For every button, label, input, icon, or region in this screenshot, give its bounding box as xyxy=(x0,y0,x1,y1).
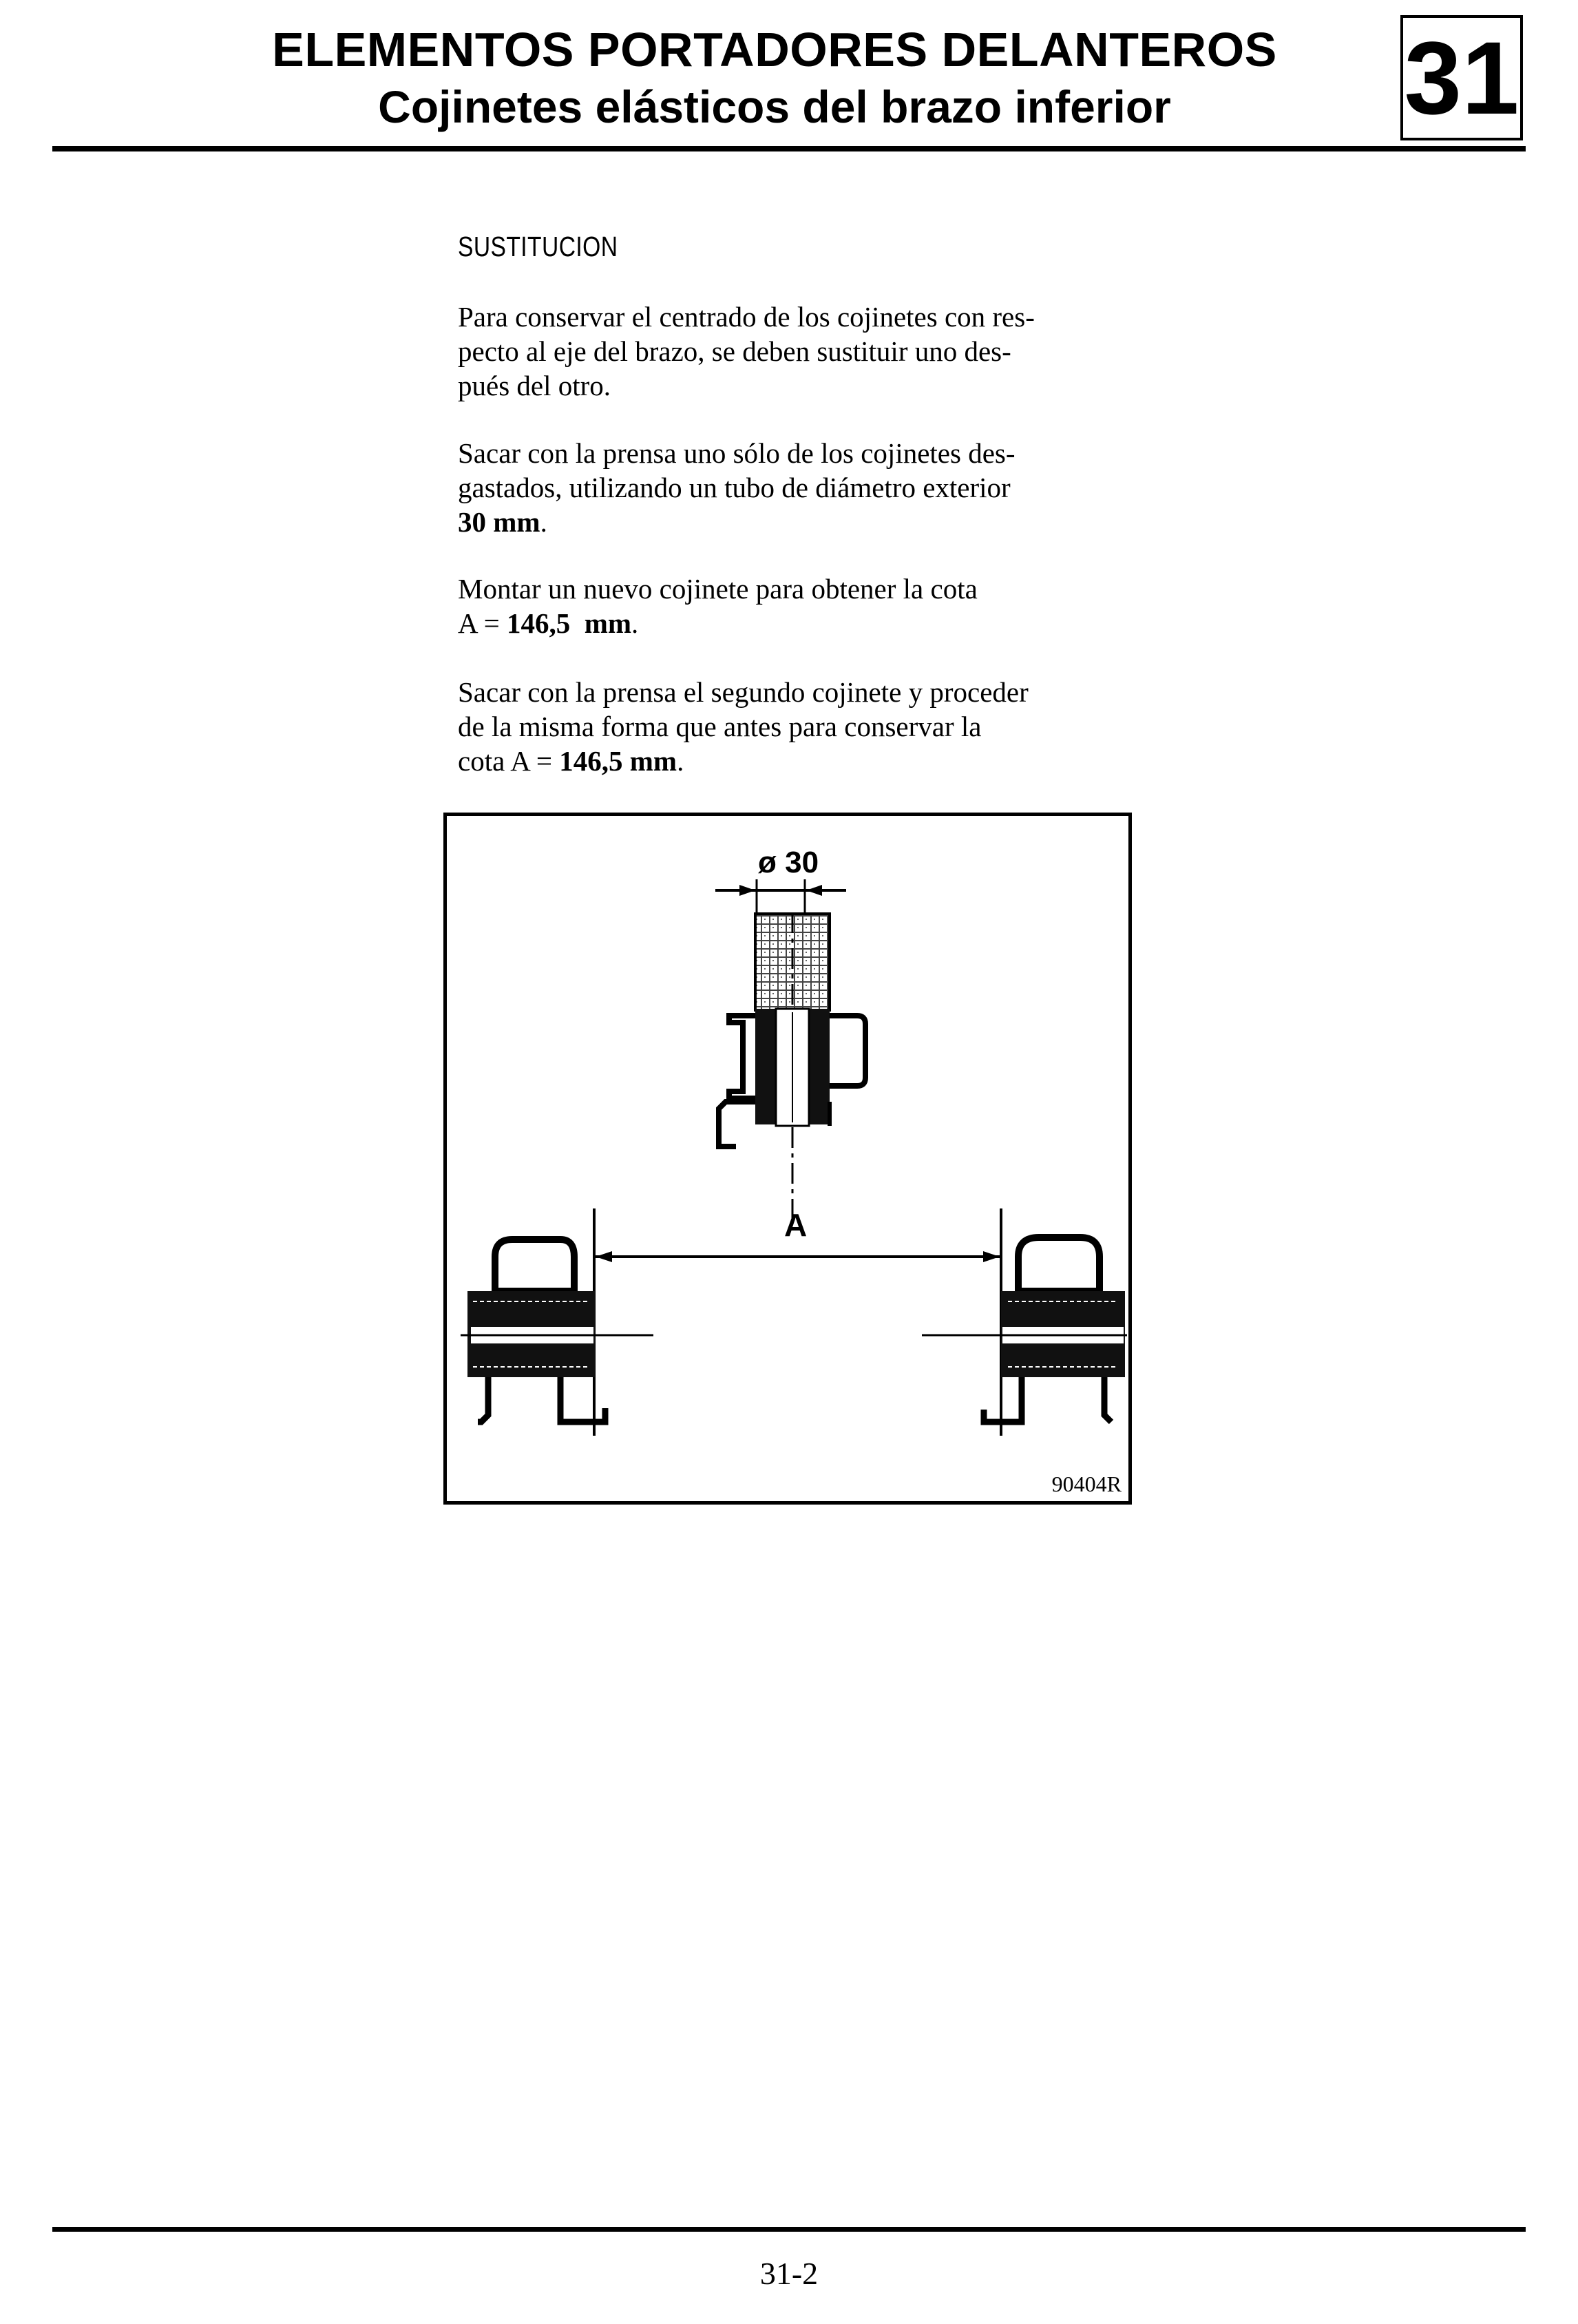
right-arm-bush xyxy=(922,1237,1127,1422)
chapter-number-box: 31 xyxy=(1400,15,1523,140)
press-tube-assembly xyxy=(715,846,865,1222)
paragraph-press-out: Sacar con la prensa uno sólo de los cojinetes des- gastados, utilizando un tubo de diámetro exterior 30 mm. xyxy=(458,437,1016,538)
dimension-a-value: 146,5 mm xyxy=(506,607,632,639)
paragraph-fit-new: Montar un nuevo cojinete para obtener la cota A = 146,5 mm. xyxy=(458,573,978,639)
paragraph-centering: Para conservar el centrado de los cojinetes con res- pecto al eje del brazo, se deben sustituir uno des- pués del otro. xyxy=(458,301,1035,401)
dimension-a xyxy=(594,1207,1001,1436)
header-divider xyxy=(52,146,1526,151)
diameter-label: ø 30 xyxy=(758,846,819,879)
dimension-a-value-2: 146,5 mm xyxy=(559,745,677,777)
document-title: ELEMENTOS PORTADORES DELANTEROS xyxy=(272,23,1277,76)
page-number: 31-2 xyxy=(759,2256,819,2291)
bush-press-diagram xyxy=(447,816,1128,1501)
paragraph-second-bush: Sacar con la prensa el segundo cojinete y proceder de la misma forma que antes para conservar la cota A = 146,5 mm. xyxy=(458,676,1029,777)
figure-reference: 90404R xyxy=(1051,1472,1122,1496)
dimension-a-label: A xyxy=(784,1207,808,1243)
tube-diameter-value: 30 mm xyxy=(458,506,540,538)
section-heading: SUSTITUCION xyxy=(458,231,618,262)
left-arm-bush xyxy=(461,1239,653,1422)
footer-divider xyxy=(52,2227,1526,2232)
figure-frame xyxy=(443,813,1132,1505)
document-subtitle: Cojinetes elásticos del brazo inferior xyxy=(378,81,1171,132)
